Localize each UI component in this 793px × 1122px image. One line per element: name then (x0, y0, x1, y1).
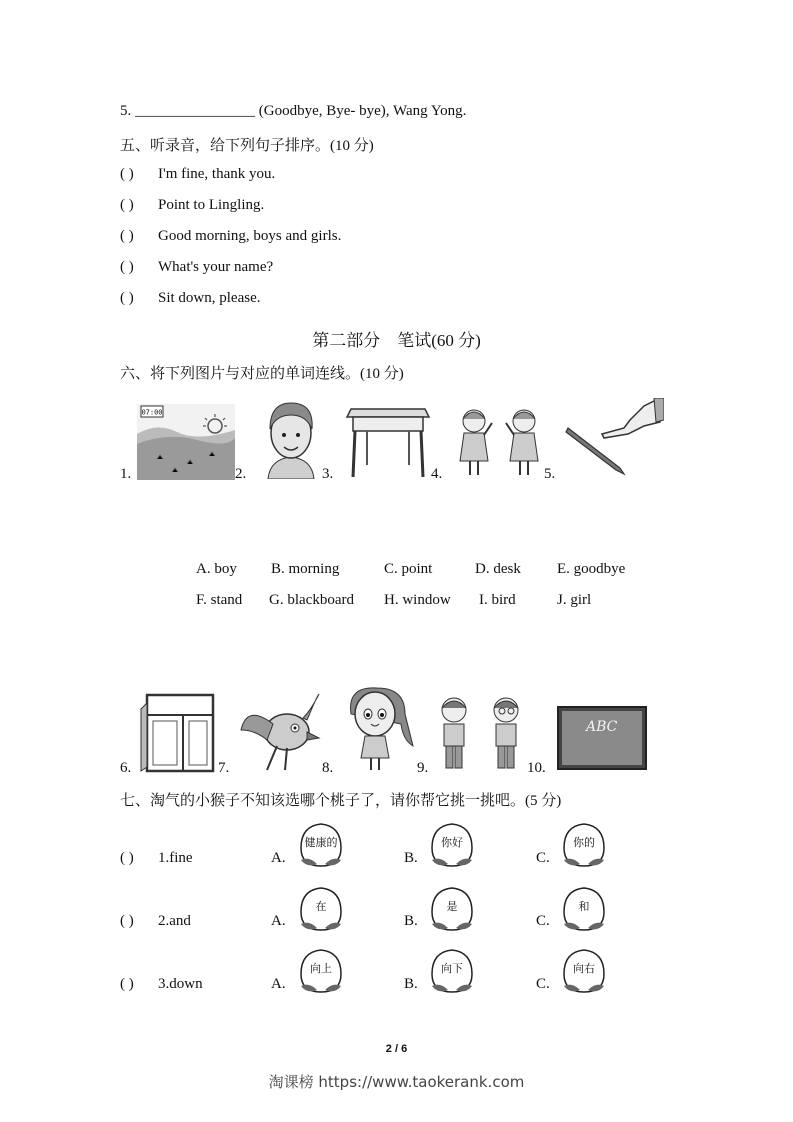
option-label: A. (271, 850, 286, 866)
order-item (120, 228, 341, 245)
word-option[interactable]: E. goodbye (557, 561, 626, 577)
answer-paren[interactable]: ( ) (120, 259, 134, 275)
peach-option-b[interactable] (428, 884, 476, 934)
picture-number: 5. (544, 466, 556, 482)
question-word: 2.and (158, 913, 191, 929)
clock-text: 07:00 (141, 408, 163, 417)
peach-option-b[interactable] (428, 946, 476, 996)
order-item (120, 197, 264, 214)
order-item (120, 166, 275, 183)
question-word: 1.fine (158, 850, 193, 866)
picture-number: 3. (322, 466, 334, 482)
word-option[interactable]: I. bird (479, 592, 516, 608)
bird-picture (237, 690, 321, 774)
two-girls-waving-picture (452, 405, 548, 479)
two-boys-standing-picture (434, 694, 528, 774)
peach-text: 向上 (310, 962, 332, 975)
answer-blank[interactable]: ________________ (135, 103, 255, 119)
option-label: C. (536, 976, 550, 992)
picture-number: 6. (120, 760, 132, 776)
peach-text: 你的 (573, 836, 595, 849)
desk-picture (345, 403, 431, 479)
picture-number: 1. (120, 466, 132, 482)
word-option[interactable]: B. morning (271, 561, 340, 577)
word-option[interactable]: A. boy (196, 561, 237, 577)
blackboard-picture (556, 705, 648, 771)
section-5-title: 五、听录音，给下列句子排序。(10 分) (120, 138, 374, 154)
sentence-text: Point to Lingling. (158, 197, 265, 213)
answer-paren[interactable]: ( ) (120, 228, 134, 244)
picture-number: 2. (235, 466, 247, 482)
picture-number: 10. (527, 760, 546, 776)
hand-pointing-at-pen-picture (564, 398, 664, 478)
word-option[interactable]: H. window (384, 592, 451, 608)
option-label: C. (536, 913, 550, 929)
option-label: A. (271, 976, 286, 992)
word-option[interactable]: F. stand (196, 592, 243, 608)
answer-paren[interactable]: ( ) (120, 913, 134, 929)
peach-text: 健康的 (304, 836, 338, 849)
word-option[interactable]: J. girl (557, 592, 592, 608)
option-label: A. (271, 913, 286, 929)
order-item (120, 259, 273, 276)
word-option[interactable]: G. blackboard (269, 592, 354, 608)
picture-number: 8. (322, 760, 334, 776)
window-picture (139, 693, 215, 773)
peach-option-c[interactable] (560, 946, 608, 996)
section-7-title: 七、淘气的小猴子不知该选哪个桃子了，请你帮它挑一挑吧。(5 分) (120, 793, 562, 809)
peach-option-a[interactable] (297, 884, 345, 934)
option-label: B. (404, 913, 418, 929)
blackboard-text: ABC (586, 719, 618, 735)
peach-text: 你好 (441, 836, 463, 849)
item-text: (Goodbye, Bye- bye), Wang Yong. (258, 103, 467, 119)
sentence-text: Good morning, boys and girls. (158, 228, 342, 244)
answer-paren[interactable]: ( ) (120, 290, 134, 306)
peach-option-c[interactable] (560, 820, 608, 870)
sentence-text: Sit down, please. (158, 290, 261, 306)
peach-option-c[interactable] (560, 884, 608, 934)
option-label: B. (404, 850, 418, 866)
boy-face-picture (260, 397, 322, 479)
peach-option-b[interactable] (428, 820, 476, 870)
word-option[interactable]: C. point (384, 561, 433, 577)
answer-paren[interactable]: ( ) (120, 976, 134, 992)
question-word: 3.down (158, 976, 203, 992)
sentence-text: I'm fine, thank you. (158, 166, 276, 182)
girl-picture (343, 684, 415, 772)
peach-option-a[interactable] (297, 820, 345, 870)
option-label: B. (404, 976, 418, 992)
morning-landscape-picture (137, 404, 235, 480)
answer-paren[interactable]: ( ) (120, 850, 134, 866)
option-label: C. (536, 850, 550, 866)
peach-text: 向下 (441, 962, 463, 975)
answer-paren[interactable]: ( ) (120, 197, 134, 213)
fill-in-line-5 (120, 103, 466, 120)
section-6-title: 六、将下列图片与对应的单词连线。(10 分) (120, 366, 404, 382)
picture-number: 4. (431, 466, 443, 482)
item-number: 5. (120, 103, 132, 119)
answer-paren[interactable]: ( ) (120, 166, 134, 182)
site-watermark: 淘课榜 https://www.taokerank.com (268, 1073, 525, 1091)
sentence-text: What's your name? (158, 259, 274, 275)
peach-text: 和 (578, 900, 590, 913)
order-item (120, 290, 261, 307)
word-option[interactable]: D. desk (475, 561, 521, 577)
peach-option-a[interactable] (297, 946, 345, 996)
picture-number: 7. (218, 760, 230, 776)
peach-text: 向右 (573, 962, 595, 975)
peach-text: 是 (446, 900, 458, 913)
page-number: 2 / 6 (385, 1043, 408, 1055)
peach-text: 在 (315, 900, 327, 913)
part-2-title: 第二部分 笔试(60 分) (312, 331, 481, 350)
picture-number: 9. (417, 760, 429, 776)
